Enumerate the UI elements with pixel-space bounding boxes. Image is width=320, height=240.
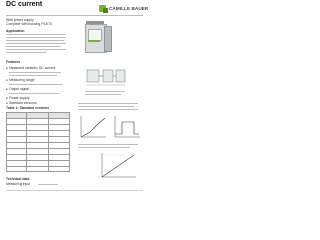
text-line [6, 52, 46, 53]
text-line [6, 49, 66, 50]
block-diagram [85, 67, 127, 87]
header-rule [6, 15, 143, 16]
text-line [78, 147, 130, 148]
table-col-rule [6, 112, 7, 172]
brand-name: CAMILLE BAUER [109, 6, 149, 11]
diagram-input-block [87, 70, 99, 82]
characteristic-graph-1 [78, 114, 108, 140]
standard-versions-table [6, 112, 70, 172]
text-line [9, 72, 61, 73]
table-rule [6, 118, 70, 119]
text-line [78, 144, 138, 145]
intro-line-1: With power supply [6, 18, 34, 22]
table-rule [6, 130, 70, 131]
table-col-rule [69, 112, 70, 172]
feature-item: ■ Output signal [6, 87, 29, 92]
feature-item: ■ Measured variable: DC current [6, 66, 55, 71]
text-line [78, 103, 138, 104]
datasheet-page [0, 0, 149, 198]
brand-logo [99, 5, 149, 14]
device-green-stripe [88, 40, 100, 42]
logo-mark-accent-icon [103, 8, 108, 13]
text-line [9, 75, 57, 76]
text-line [6, 37, 66, 38]
text-line [78, 109, 138, 110]
text-line [6, 43, 66, 44]
table-rule [6, 136, 70, 137]
diagram-amplifier-block [103, 70, 113, 82]
footer-rule [6, 190, 143, 191]
table-col-rule [48, 112, 49, 172]
measuring-input-label: Measuring input [6, 182, 31, 186]
text-line [6, 34, 66, 35]
feature-item: ■ Standard versions [6, 101, 36, 106]
text-line [38, 184, 58, 185]
table-rule [6, 148, 70, 149]
device-side [104, 26, 112, 52]
table-rule [6, 112, 70, 113]
table-rule [6, 142, 70, 143]
text-line [9, 93, 59, 94]
text-line [78, 106, 134, 107]
feature-item: ■ Measuring range [6, 78, 35, 83]
text-line [6, 40, 64, 41]
graph-curve [115, 122, 139, 134]
intro-line-2: Complete with housing P13/70 [6, 22, 52, 26]
table-title: Table 1: Standard versions [6, 106, 50, 110]
table-col-rule [26, 112, 27, 172]
section-features-heading: Features [6, 60, 21, 64]
text-line [85, 91, 125, 92]
text-line [6, 46, 61, 47]
page-title: DC current [6, 1, 43, 8]
graph-curve [102, 155, 134, 177]
table-rule [6, 171, 70, 172]
feature-item: ■ Power supply [6, 96, 29, 101]
section-application-heading: Application [6, 29, 25, 33]
characteristic-graph-3 [98, 151, 138, 181]
table-rule [6, 124, 70, 125]
table-rule [6, 166, 70, 167]
text-line [85, 94, 121, 95]
diagram-output-block [116, 70, 125, 82]
characteristic-graph-2 [112, 114, 142, 140]
section-technical-heading: Technical data [6, 177, 30, 181]
product-photo [82, 20, 114, 52]
text-line [9, 84, 63, 85]
table-rule [6, 154, 70, 155]
table-rule [6, 160, 70, 161]
graph-curve [81, 118, 105, 137]
